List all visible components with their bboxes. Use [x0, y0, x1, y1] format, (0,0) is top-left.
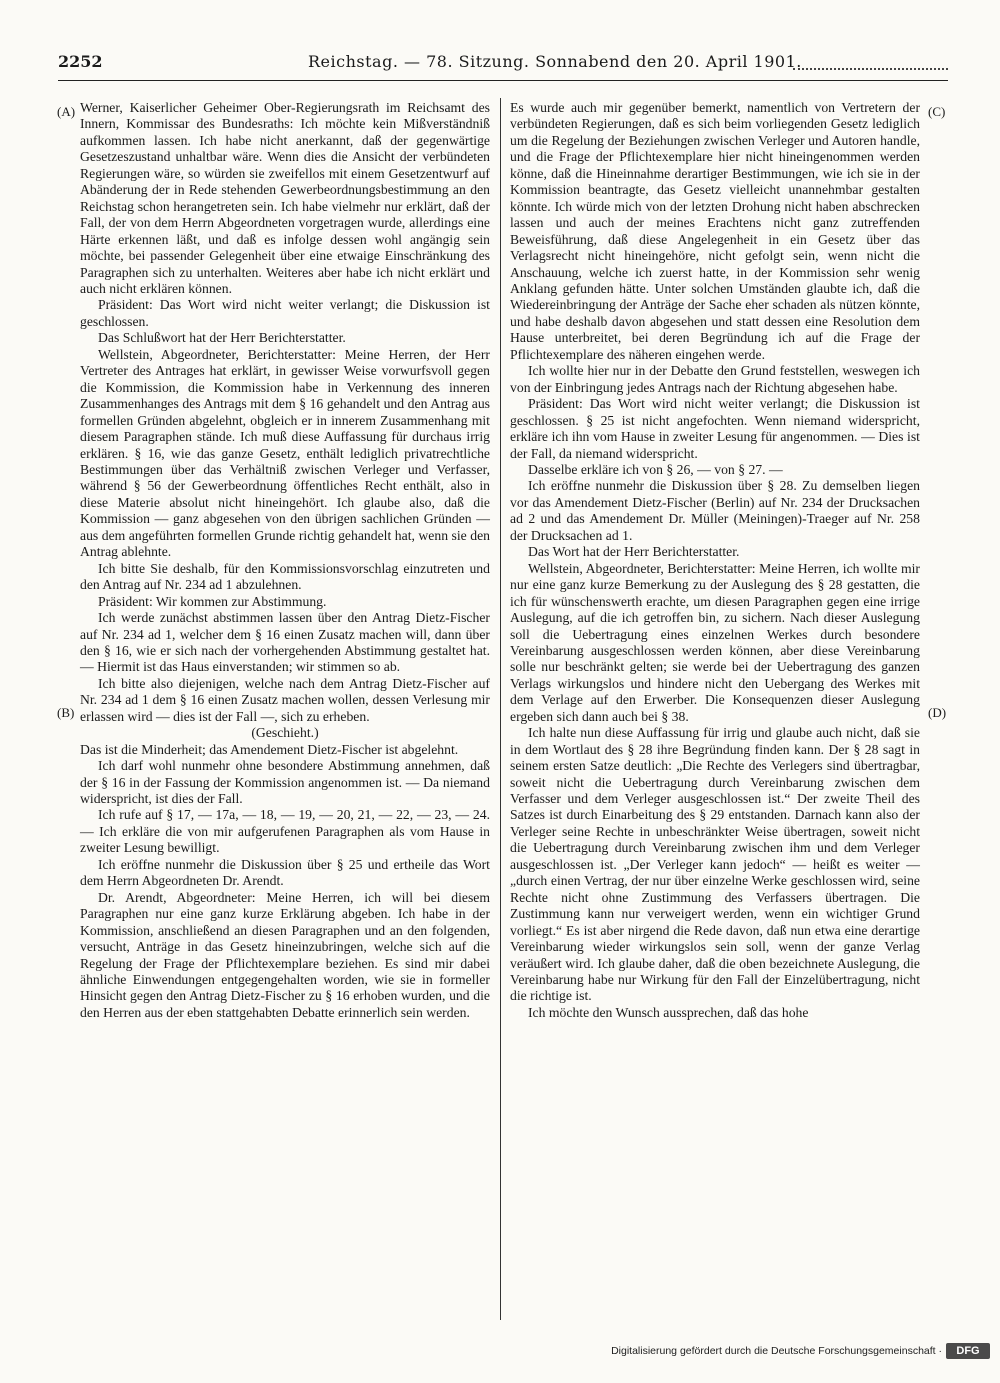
- header-dotted-rule: [793, 68, 948, 70]
- paragraph: Ich möchte den Wunsch aussprechen, daß das hohe: [528, 1004, 809, 1020]
- paragraph: Das ist die Minderheit; das Amendement Dietz-Fischer ist abgelehnt.: [80, 741, 459, 757]
- stage-direction: (Geschieht.): [251, 725, 319, 741]
- margin-marker-b: (B): [57, 705, 75, 720]
- paragraph: Ich bitte Sie deshalb, für den Kommissionsvorschlag einzutreten und den Antrag auf Nr. 234 ad 1 abzulehnen.: [80, 560, 490, 593]
- paragraph: Ich werde zunächst abstimmen lassen über den Antrag Dietz-Fischer auf Nr. 234 ad 1, welcher dem § 16 einen Zusatz machen will, dann über den § 16, wie er sich nach der vorhergehenden Abstimmung gestaltet hat. — Hiermit ist das Haus einverstanden; wir stimmen so ab.: [80, 610, 490, 675]
- page-header: [58, 50, 948, 76]
- paragraph: Wellstein, Abgeordneter, Berichterstatter: Meine Herren, ich wollte mir nur eine ganz kurze Bemerkung zu der Auslegung des § 28 gestatten, die ich für wünschenswerth erachte, um diesen Paragraphen gegen eine irrige Auslegung, auf die ich getroffen bin, zu sichern. Nach dieser Auslegung soll die Uebertragung eines einzelnen Werkes durch besondere Vereinbarung ausgeschlossen werden können, aber diese Vereinbarung solle nur beschränkt gelten; sie werde bei der Uebertragung des ganzen Verlags wirkungslos und hindere nicht den Uebergang des Werkes mit dem Verlage auf den Erwerber. Die Konsequenzen dieser Auslegung ergeben sich dann auch bei § 38.: [510, 560, 920, 724]
- footer-credit: Digitalisierung gefördert durch die Deutsche Forschungsgemeinschaft ·: [611, 1345, 942, 1357]
- paragraph: Wellstein, Abgeordneter, Berichterstatter: Meine Herren, der Herr Vertreter des Antrages hat erklärt, in gewisser Weise vorwurfsvoll gegen die Kommission, die Kommission habe in Verkennung des inneren Zusammenhanges des Antrags mit dem § 16 gehandelt und den Antrag aus formellen Gründen abgelehnt, obgleich er in innerem Zusammenhang mit diesem Paragraphen stände. Ich muß diese Auffassung für durchaus irrig erklären. § 16, wie das ganze Gesetz, enthält lediglich privatrechtliche Bestimmungen über das Verhältniß zwischen Verleger und Verfasser, während § 56 der Gewerbeordnung öffentliches Recht enthält, also in diese Materie absolut nicht hineingehört. Ich glaube also, daß die Kommission — ganz abgesehen von den übrigen sachlichen Gründen — aus dem angeführten formellen Grunde richtig gehandelt hat, wenn sie den Antrag ablehnte.: [80, 346, 490, 560]
- header-rule: [58, 80, 948, 81]
- dfg-logo: DFG: [946, 1343, 990, 1359]
- paragraph: Werner, Kaiserlicher Geheimer Ober-Regierungsrath im Reichsamt des Innern, Kommissar des Bundesraths: Ich möchte kein Mißverständniß aufkommen lassen. Ich habe nicht anerkannt, daß der gegenwärtige Gesetzeszustand unhaltbar wäre. Wenn dies die Ansicht der verbündeten Regierungen wäre, so würden sie zweifellos mit einem Gesetzentwurf auf Abänderung der in Rede stehenden Gewerbeordnungsbestimmung an den Reichstag schon herangetreten sein. Ich habe vielmehr nur erklärt, daß der Fall, der von dem Herrn Abgeordneten vorgetragen wurde, allerdings eine Härte erkennen läßt, und daß es infolge dessen wohl angängig sein möchte, bei passender Gelegenheit über eine etwaige Einschränkung des Paragraphen sich zu unterhalten. Weiteres aber habe ich nicht erklärt und auch nicht erklären können.: [80, 100, 490, 296]
- paragraph: Ich eröffne nunmehr die Diskussion über § 25 und ertheile das Wort dem Herrn Abgeordneten Dr. Arendt.: [80, 856, 490, 889]
- paragraph: Präsident: Das Wort wird nicht weiter verlangt; die Diskussion ist geschlossen.: [80, 297, 490, 329]
- margin-marker-d: (D): [928, 705, 947, 720]
- running-head: Reichstag. — 78. Sitzung. Sonnabend den 20. April 1901.: [308, 52, 802, 71]
- paragraph: Präsident: Das Wort wird nicht weiter verlangt; die Diskussion ist geschlossen. § 25 ist nicht angefochten. Wenn niemand widerspricht, erkläre ich ihn vom Hause in zweiter Lesung für angenommen. — Dies ist der Fall, da niemand widerspricht.: [510, 396, 920, 461]
- paragraph: Ich rufe auf § 17, — 17a, — 18, — 19, — 20, 21, — 22, — 23, — 24. — Ich erkläre die von mir aufgerufenen Paragraphen als vom Hause in zweiter Lesung bewilligt.: [80, 807, 490, 856]
- paragraph: Dr. Arendt, Abgeordneter: Meine Herren, ich will bei diesem Paragraphen nur eine ganz kurze Erklärung abgeben. Ich habe in der Kommission, anschließend an diesen Paragraphen und an den folgenden, versucht, Anträge in das Gesetz hineinzubringen, welche sich auf die Regelung der Frage der Pflichtexemplare beziehen. Es sind mir dabei ähnliche Einwendungen entgegengehalten worden, wie sie in formeller Hinsicht gegen den Antrag Dietz-Fischer zu § 16 erhoben wurden, und die den Herren aus der eben stattgehabten Debatte erinnerlich sein werden.: [80, 889, 490, 1020]
- digitization-footer: [600, 1343, 990, 1361]
- paragraph: Präsident: Wir kommen zur Abstimmung.: [98, 593, 327, 609]
- column-separator: [500, 98, 501, 1320]
- margin-marker-a: (A): [57, 104, 76, 119]
- paragraph: Ich darf wohl nunmehr ohne besondere Abstimmung annehmen, daß der § 16 in der Fassung der Kommission angenommen ist. — Da niemand widerspricht, ist dies der Fall.: [80, 758, 490, 807]
- left-column: [80, 100, 490, 1021]
- margin-marker-c: (C): [928, 104, 946, 119]
- paragraph: Das Schlußwort hat der Herr Berichterstatter.: [98, 330, 346, 346]
- paragraph: Es wurde auch mir gegenüber bemerkt, namentlich von Vertretern der verbündeten Regierungen, daß es sich beim vorliegenden Gesetz lediglich um die Regelung der Beziehungen zwischen Verleger und Autoren handle, und die Frage der Pflichtexemplare hier nicht hineingenommen werden könne, daß die Hineinnahme derartiger Bestimmungen, wie ich sie in der Kommission beantragte, das Gesetz vielleicht unannehmbar gestalten könnte. Ich würde mich von der letzten Drohung nicht haben abschrecken lassen und auch der meines Erachtens nicht ganz zutreffenden Beweisführung, daß diese Angelegenheit in ein Gesetz über das Verlagsrecht nicht hineingehöre, nicht gefolgt sein, wenn nicht die Anschauung, welche ich zuerst hatte, in der Kommission sehr wenig Anklang gefunden hätte. Unter solchen Umständen glaubte ich, daß die Wiedereinbringung der Anträge der Sache eher schaden als nützen könnte, und habe deshalb davon abgesehen und statt dessen eine Resolution dem Hause unterbreitet, bei deren Begründung ich auf die Frage der Pflichtexemplare des näheren eingehen werde.: [510, 100, 920, 362]
- paragraph: Ich halte nun diese Auffassung für irrig und glaube auch nicht, daß sie in dem Wortlaut des § 28 ihre Begründung finden kann. Der § 28 sagt in seinem ersten Satze deutlich: „Die Rechte des Verlegers sind übertragbar, soweit nicht die Uebertragung durch Vereinbarung zwischen dem Verfasser und dem Verleger ausgeschlossen ist.“ Der zweite Theil des Satzes ist durch Einarbeitung des § 29 entstanden. Darnach kann also der Verleger seine Rechte in unbeschränkter Weise übertragen, soweit nicht die Uebertragung durch Vereinbarung zwischen ihm und dem Verleger ausgeschlossen ist. „Der Verleger kann jedoch“ — heißt es weiter — „durch einen Vertrag, der nur über einzelne Werke geschlossen wird, seine Rechte nicht ohne Zustimmung des Verfassers übertragen. Die Zustimmung kann nur verweigert werden, wenn ein wichtiger Grund vorliegt.“ Es ist aber nirgend die Rede davon, daß nun etwa eine derartige Vereinbarung wieder wirkungslos sein soll, wenn der ganze Verlag veräußert wird. Ich glaube daher, daß die oben bezeichnete Auslegung, die Vereinbarung habe nur Wirkung für den Fall der Einzelübertragung, nicht die richtige ist.: [510, 725, 920, 1004]
- paragraph: Ich wollte hier nur in der Debatte den Grund feststellen, weswegen ich von der Einbringung jedes Antrags nach der Richtung abgesehen habe.: [510, 363, 920, 395]
- right-column: [510, 100, 920, 1021]
- paragraph: Dasselbe erkläre ich von § 26, — von § 27. —: [528, 461, 783, 477]
- paragraph: Ich bitte also diejenigen, welche nach dem Antrag Dietz-Fischer auf Nr. 234 ad 1 dem § 16 einen Zusatz machen wollen, dessen Verlesung mir erlassen wird — dies ist der Fall —, sich zu erheben.: [80, 675, 490, 724]
- page-number: 2252: [58, 52, 103, 71]
- paragraph: Das Wort hat der Herr Berichterstatter.: [528, 544, 740, 560]
- paragraph: Ich eröffne nunmehr die Diskussion über § 28. Zu demselben liegen vor das Amendement Dietz-Fischer (Berlin) auf Nr. 234 der Drucksachen ad 2 und das Amendement Dr. Müller (Meiningen)-Traeger auf Nr. 258 der Drucksachen ad 1.: [510, 478, 920, 543]
